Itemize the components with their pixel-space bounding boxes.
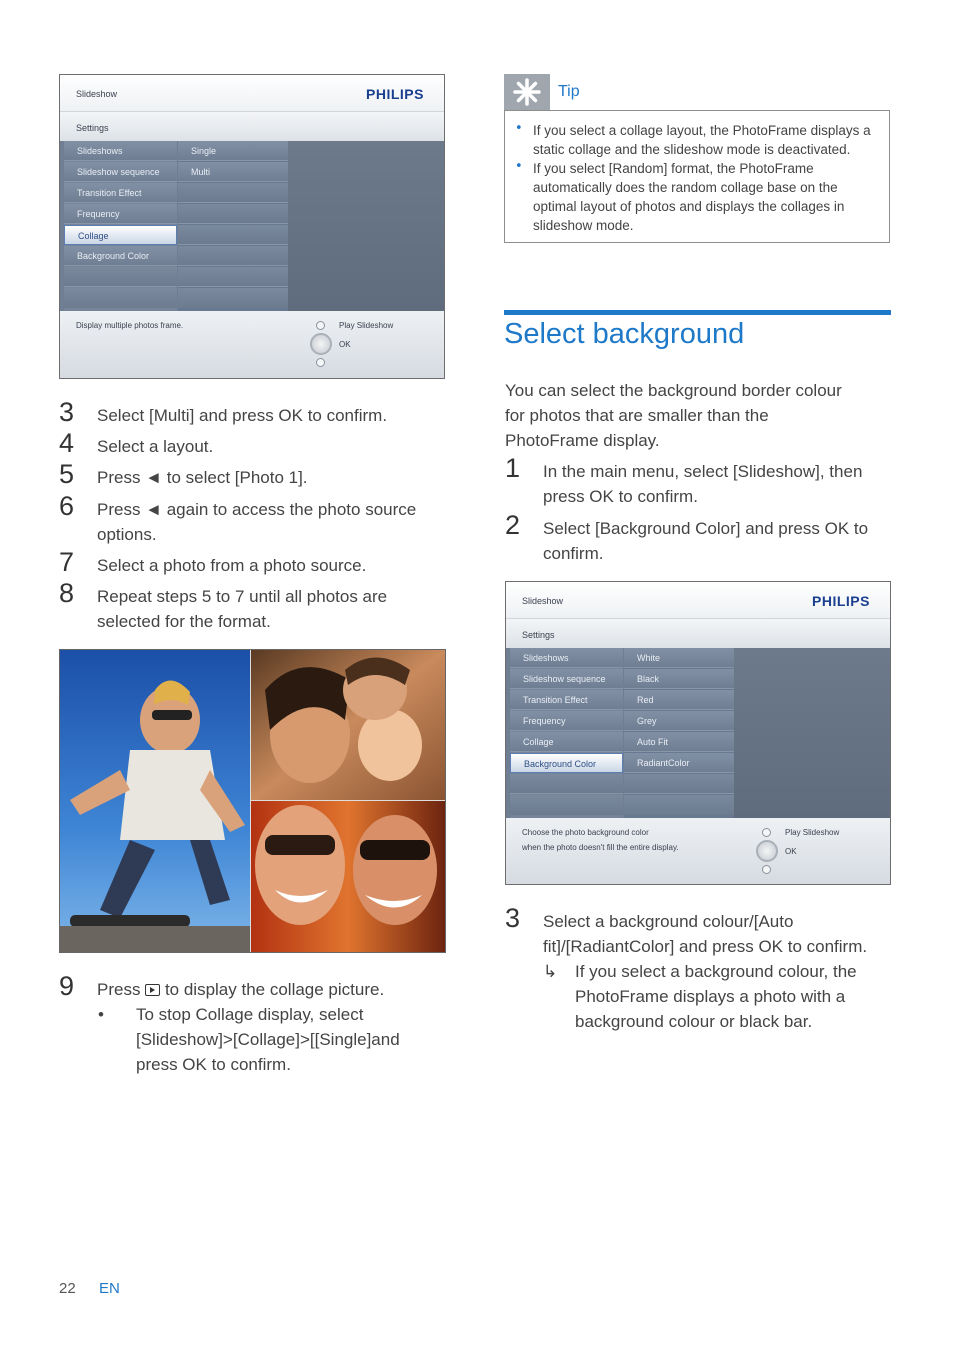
step-number: 3 <box>505 903 521 933</box>
menu-item-empty <box>64 267 177 287</box>
menu-item-empty <box>510 795 623 815</box>
section-rule <box>504 310 891 315</box>
ok-button-icon <box>310 333 332 355</box>
step-text: Select [Background Color] and press OK to confirm. <box>543 519 869 563</box>
submenu-item-radiant-color[interactable]: RadiantColor <box>624 753 736 773</box>
philips-logo: PHILIPS <box>366 86 424 102</box>
settings-menu <box>510 648 623 818</box>
preview-pane <box>288 141 444 311</box>
section-title: Select background <box>504 318 745 350</box>
play-slideshow-label: Play Slideshow <box>339 321 394 330</box>
step-9-text <box>97 977 442 1002</box>
step-text: Select [Multi] and press OK to confirm. <box>97 406 388 425</box>
play-slideshow-label: Play Slideshow <box>785 828 840 837</box>
section-intro: You can select the background border colour for photos that are smaller than the PhotoFrame display. <box>505 381 842 450</box>
step-number: 2 <box>505 510 521 540</box>
submenu-item-empty <box>178 225 290 245</box>
screen-header-title: Slideshow <box>76 89 118 99</box>
menu-item-slideshows[interactable]: Slideshows <box>64 141 177 161</box>
step-number: 5 <box>59 459 75 489</box>
step-number: 8 <box>59 578 75 608</box>
step-text: Press ◄ to select [Photo 1]. <box>97 468 308 487</box>
ok-label: OK <box>785 847 797 856</box>
submenu-item-multi[interactable]: Multi <box>178 162 290 182</box>
philips-logo: PHILIPS <box>812 593 870 609</box>
step-number: 9 <box>59 971 75 1001</box>
tip-bullet: • <box>515 159 523 174</box>
step-text: Select a background colour/[Auto fit]/[RadiantColor] and press OK to confirm. <box>543 912 868 956</box>
submenu-item-white[interactable]: White <box>624 648 736 668</box>
settings-screenshot-background <box>505 581 891 885</box>
ok-label: OK <box>339 340 351 349</box>
tip-header <box>504 74 891 110</box>
settings-menu <box>64 141 177 311</box>
screen-header-title: Slideshow <box>522 596 564 606</box>
submenu-item-empty <box>178 246 290 266</box>
submenu <box>624 648 736 818</box>
preview-pane <box>734 648 890 818</box>
submenu-item-empty <box>178 183 290 203</box>
footer-help-text: Display multiple photos frame. <box>76 321 184 330</box>
down-button-icon <box>316 358 325 367</box>
step-9-text-before: Press <box>97 980 141 999</box>
menu-item-frequency[interactable]: Frequency <box>64 204 177 224</box>
step-number: 1 <box>505 453 521 483</box>
step-text: In the main menu, select [Slideshow], then press OK to confirm. <box>543 462 863 506</box>
tip-icon <box>504 74 550 110</box>
submenu-item-single[interactable]: Single <box>178 141 290 161</box>
tip-item: If you select a collage layout, the PhotoFrame displays a static collage and the slideshow mode is deactivated. <box>533 123 871 157</box>
result-arrow-icon: ↳ <box>543 962 558 981</box>
menu-item-empty <box>64 288 177 308</box>
ok-button-icon <box>756 840 778 862</box>
screen-subtitle: Settings <box>76 123 109 133</box>
step-text: Select a photo from a photo source. <box>97 556 367 575</box>
up-button-icon <box>316 321 325 330</box>
submenu-item-empty <box>178 267 290 287</box>
step-number: 7 <box>59 547 75 577</box>
collage-image <box>60 650 445 952</box>
submenu-item-empty <box>624 774 736 794</box>
menu-item-transition-effect[interactable]: Transition Effect <box>64 183 177 203</box>
screen-footer <box>60 311 444 378</box>
result-text: If you select a background colour, the PhotoFrame displays a photo with a background colour or black bar. <box>575 962 857 1031</box>
screen-footer <box>506 818 890 884</box>
slideshow-button-icon <box>145 984 160 996</box>
step-text: Select a layout. <box>97 437 214 456</box>
step-number: 3 <box>59 397 75 427</box>
screen-subheader <box>506 619 890 648</box>
submenu-item-empty <box>178 288 290 308</box>
tip-box <box>504 110 890 243</box>
menu-item-slideshows[interactable]: Slideshows <box>510 648 623 668</box>
submenu-item-grey[interactable]: Grey <box>624 711 736 731</box>
screen-subtitle: Settings <box>522 630 555 640</box>
footer-help-text: when the photo doesn't fill the entire display. <box>522 843 679 852</box>
menu-item-slideshow-sequence[interactable]: Slideshow sequence <box>64 162 177 182</box>
page-number: 22 <box>59 1280 76 1297</box>
up-button-icon <box>762 828 771 837</box>
menu-item-frequency[interactable]: Frequency <box>510 711 623 731</box>
menu-item-slideshow-sequence[interactable]: Slideshow sequence <box>510 669 623 689</box>
tip-item: If you select [Random] format, the PhotoFrame automatically does the random collage base on the optimal layout of photos and displays the collages in slideshow mode. <box>533 161 845 233</box>
submenu-item-empty <box>178 204 290 224</box>
language-code: EN <box>99 1280 120 1297</box>
submenu-item-auto-fit[interactable]: Auto Fit <box>624 732 736 752</box>
step-number: 4 <box>59 428 75 458</box>
step-number: 6 <box>59 491 75 521</box>
collage-photo <box>59 649 446 953</box>
submenu <box>178 141 290 311</box>
tip-label: Tip <box>558 83 580 100</box>
screen-header <box>506 582 890 619</box>
menu-item-background-color[interactable]: Background Color <box>510 753 623 773</box>
bullet-dot: • <box>98 1005 104 1024</box>
step-text: Repeat steps 5 to 7 until all photos are selected for the format. <box>97 587 388 631</box>
screen-subheader <box>60 112 444 141</box>
down-button-icon <box>762 865 771 874</box>
menu-item-empty <box>510 774 623 794</box>
menu-item-collage[interactable]: Collage <box>510 732 623 752</box>
submenu-item-black[interactable]: Black <box>624 669 736 689</box>
settings-screenshot-collage <box>59 74 445 379</box>
submenu-item-empty <box>624 795 736 815</box>
step-9-text-after: to display the collage picture. <box>164 980 385 999</box>
menu-item-collage[interactable]: Collage <box>64 225 177 245</box>
step-9-subitem: To stop Collage display, select [Slideshow]>[Collage]>[[Single]and press OK to confirm. <box>136 1005 400 1074</box>
tip-bullet: • <box>515 121 523 136</box>
footer-help-text: Choose the photo background color <box>522 828 649 837</box>
step-text: Press ◄ again to access the photo source options. <box>97 500 417 544</box>
menu-item-background-color[interactable]: Background Color <box>64 246 177 266</box>
screen-header <box>60 75 444 112</box>
menu-item-transition-effect[interactable]: Transition Effect <box>510 690 623 710</box>
submenu-item-red[interactable]: Red <box>624 690 736 710</box>
